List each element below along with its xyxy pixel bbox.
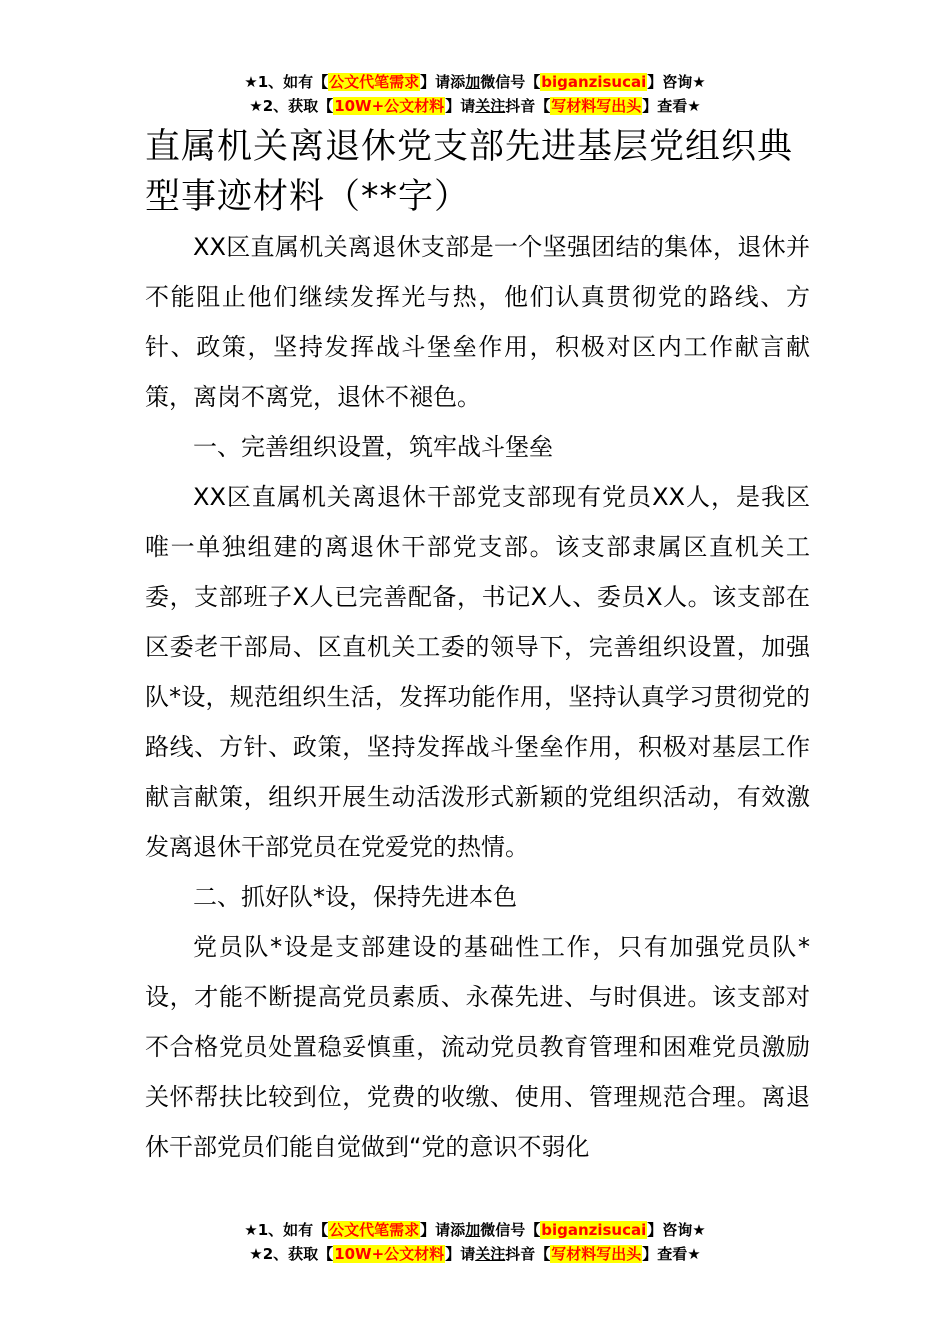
promo-text: 】请添 [420, 73, 466, 91]
paragraph: XX区直属机关离退休干部党支部现有党员XX人，是我区唯一单独组建的离退休干部党支部。该支部隶属区直机关工委，支部班子X人已完善配备，书记X人、委员X人。该支部在区委老干部局、区直机关工委的领导下，完善组织设置，加强队*设，规范组织生活，发挥功能作用，坚持认真学习贯彻党的路线、方针、政策，坚持发挥战斗堡垒作用，积极对基层工作献言献策，组织开展生动活泼形式新颖的党组织活动，有效激发离退休干部党员在党爱党的热情。 [145, 483, 810, 861]
promo-text: 抖音【 [505, 1245, 551, 1263]
promo-footer [0, 1218, 950, 1266]
promo-text: 】请 [445, 1245, 476, 1263]
promo-text: ★2、获取【 [249, 1245, 334, 1263]
paragraph: XX区直属机关离退休支部是一个坚强团结的集体，退休并不能阻止他们继续发挥光与热，他们认真贯彻党的路线、方针、政策，坚持发挥战斗堡垒作用，积极对区内工作献言献策，离岗不离党，退休不褪色。 [145, 233, 810, 411]
promo-underline: 关注 [475, 97, 506, 115]
promo-text: ★2、获取【 [249, 97, 334, 115]
section-heading: 二、抓好队*设，保持先进本色 [193, 883, 517, 911]
promo-highlight: biganzisucai [541, 1221, 647, 1239]
promo-highlight: 公文代笔需求 [329, 73, 420, 91]
promo-text: 】请添 [420, 1221, 466, 1239]
document-title: 直属机关离退休党支部先进基层党组织典型事迹材料（**字） [145, 127, 794, 217]
promo-underline: 加 [465, 73, 481, 91]
promo-text: 】咨询★ [647, 73, 706, 91]
promo-header [0, 70, 950, 118]
promo-text: 】查看★ [642, 1245, 701, 1263]
promo-line-2 [0, 94, 950, 118]
paragraph: 党员队*设是支部建设的基础性工作，只有加强党员队*设，才能不断提高党员素质、永葆先进、与时俱进。该支部对不合格党员处置稳妥慎重，流动党员教育管理和困难党员激励关怀帮扶比较到位，党费的收缴、使用、管理规范合理。离退休干部党员们能自觉做到“党的意识不弱化 [145, 933, 810, 1161]
promo-underline: 关注 [475, 1245, 506, 1263]
promo-highlight: 10W+公文材料 [334, 1245, 445, 1263]
promo-underline: 加 [465, 1221, 481, 1239]
promo-text: ★1、如有【 [244, 1221, 329, 1239]
promo-text: 】请 [445, 97, 476, 115]
promo-line-1 [0, 70, 950, 94]
promo-line-2 [0, 1242, 950, 1266]
promo-highlight: biganzisucai [541, 73, 647, 91]
promo-highlight: 写材料写出头 [551, 97, 642, 115]
promo-text: 微信号【 [480, 1221, 541, 1239]
promo-highlight: 公文代笔需求 [329, 1221, 420, 1239]
section-heading: 一、完善组织设置，筑牢战斗堡垒 [193, 433, 553, 461]
promo-text: 】咨询★ [647, 1221, 706, 1239]
promo-line-1 [0, 1218, 950, 1242]
promo-text: ★1、如有【 [244, 73, 329, 91]
promo-highlight: 写材料写出头 [551, 1245, 642, 1263]
promo-highlight: 10W+公文材料 [334, 97, 445, 115]
promo-text: 微信号【 [480, 73, 541, 91]
promo-text: 抖音【 [505, 97, 551, 115]
promo-text: 】查看★ [642, 97, 701, 115]
document-body [145, 222, 810, 1172]
